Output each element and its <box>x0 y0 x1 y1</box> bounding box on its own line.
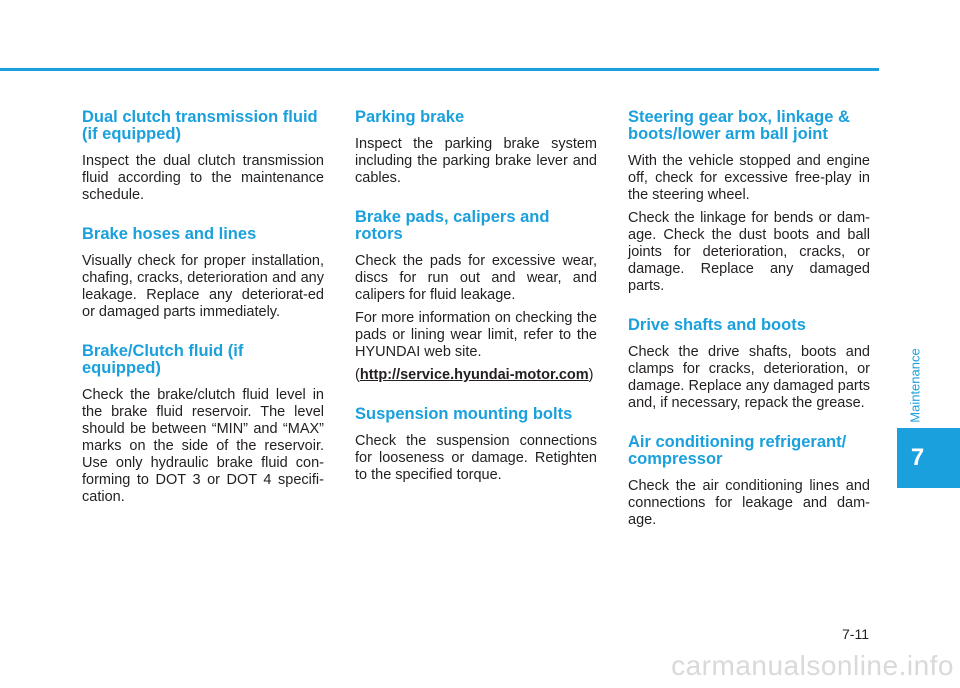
section-heading: Suspension mounting bolts <box>355 405 573 423</box>
section-dct-fluid <box>82 109 324 204</box>
section-heading: Air conditioning refrigerant/ compressor <box>628 433 847 468</box>
section-brake-clutch-fluid <box>82 343 324 506</box>
chapter-number: 7 <box>910 444 925 471</box>
section-brake-hoses <box>82 226 324 321</box>
column-3 <box>628 109 870 551</box>
watermark: carmanualsonline.info <box>671 650 954 681</box>
section-heading: Brake pads, calipers and rotors <box>355 208 550 243</box>
section-paragraph: Check the drive shafts, boots and clamps for cracks, deterioration, or damage. Replace any damaged parts and, if necessary, repack the grease. <box>628 344 870 411</box>
section-heading: Steering gear box, linkage & boots/lower arm ball joint <box>628 108 850 143</box>
link-close-paren: ) <box>588 367 594 383</box>
hyundai-service-link[interactable]: http://service.hyundai-motor.com <box>359 367 589 383</box>
section-drive-shafts <box>628 317 870 412</box>
section-paragraph: Check the brake/clutch fluid level in the brake fluid reservoir. The level should be between “MIN” and “MAX” marks on the side of the reservoir. Use only hydraulic brake fluid con-forming to DOT 3 or DOT 4 specifi-cation. <box>82 387 324 505</box>
section-paragraph: Inspect the parking brake system including the parking brake lever and cables. <box>355 136 597 186</box>
section-paragraph: For more information on checking the pads or lining wear limit, refer to the HYUNDAI web site. <box>355 310 597 360</box>
section-paragraph: Check the air conditioning lines and connections for leakage and dam-age. <box>628 478 870 528</box>
top-divider <box>0 68 879 71</box>
page-number: 7-11 <box>842 626 869 642</box>
section-paragraph: With the vehicle stopped and engine off, check for excessive free-play in the steering wheel. <box>628 153 870 203</box>
section-heading: Brake hoses and lines <box>82 225 257 243</box>
section-ac-refrigerant <box>628 434 870 529</box>
section-steering <box>628 109 870 295</box>
section-brake-pads <box>355 209 597 384</box>
section-paragraph: Visually check for proper installation, chafing, cracks, deterioration and any leakage. Replace any deteriorat-ed or damaged parts immediately. <box>82 253 324 320</box>
link-paragraph <box>355 367 597 384</box>
chapter-tab <box>897 428 960 488</box>
section-paragraph: Check the suspension connections for looseness or damage. Retighten to the specified torque. <box>355 433 597 483</box>
section-paragraph: Check the pads for excessive wear, discs for run out and wear, and calipers for fluid leakage. <box>355 253 597 303</box>
side-tab-label: Maintenance <box>907 347 923 423</box>
column-1 <box>82 109 324 528</box>
section-heading: Brake/Clutch fluid (if equipped) <box>82 342 244 377</box>
section-paragraph: Inspect the dual clutch transmission fluid according to the maintenance schedule. <box>82 153 324 203</box>
section-heading: Drive shafts and boots <box>628 316 806 334</box>
section-paragraph: Check the linkage for bends or dam-age. Check the dust boots and ball joints for deterioration, cracks, or damage. Replace any damaged parts. <box>628 210 870 294</box>
section-parking-brake <box>355 109 597 187</box>
column-2 <box>355 109 597 506</box>
section-heading: Parking brake <box>355 108 465 126</box>
section-heading: Dual clutch transmission fluid (if equipped) <box>82 108 318 143</box>
section-suspension-bolts <box>355 406 597 484</box>
link-open-paren: ( <box>355 367 360 383</box>
